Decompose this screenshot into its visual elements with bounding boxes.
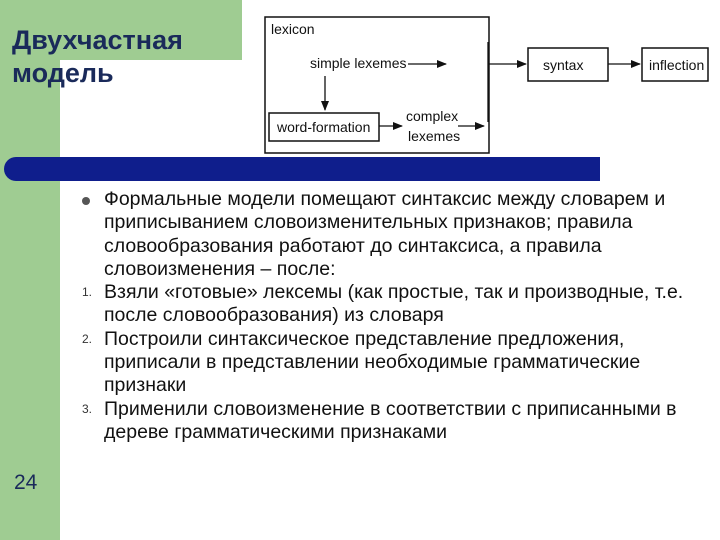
- list-item: [70, 281, 720, 328]
- list-item-text: Построили синтаксическое представление предложения, приписали в представлении необходимые грамматические признаки: [104, 327, 641, 397]
- list-marker: 3.: [81, 401, 92, 416]
- list-item-text: Применили словоизменение в соответствии с приписанными в дереве грамматическими признаками: [104, 397, 677, 443]
- complex-lexemes-label-line1: complex: [406, 108, 459, 124]
- list-item: [70, 398, 720, 445]
- list-item: [70, 328, 720, 398]
- list-item-text: Взяли «готовые» лексемы (как простые, так и производные, т.е. после словообразования) из словаря: [104, 281, 684, 327]
- lexicon-label: lexicon: [271, 21, 315, 37]
- intro-bullet: [70, 188, 720, 281]
- inflection-label: inflection: [649, 57, 705, 73]
- simple-lexemes-label: simple lexemes: [310, 55, 407, 71]
- bullet-dot: [82, 197, 90, 205]
- slide-content: [70, 188, 720, 444]
- list-marker: 1.: [81, 285, 92, 300]
- intro-text: Формальные модели помещают синтаксис между словарем и приписыванием словоизменительных признаков; правила словообразования работают до синтаксиса, а правила словоизменения – после:: [104, 188, 666, 280]
- section-divider-bar: [4, 157, 600, 181]
- slide-title-line-1: Двухчастная: [12, 25, 183, 55]
- word-formation-label: word-formation: [277, 119, 371, 135]
- slide-title-line-2: модель: [12, 58, 114, 88]
- complex-lexemes-label-line2: lexemes: [408, 128, 461, 144]
- slide-number: 24: [14, 471, 38, 494]
- list-marker: 2.: [81, 331, 92, 346]
- model-diagram: [262, 14, 712, 156]
- slide-title: [12, 24, 183, 90]
- syntax-label: syntax: [543, 57, 584, 73]
